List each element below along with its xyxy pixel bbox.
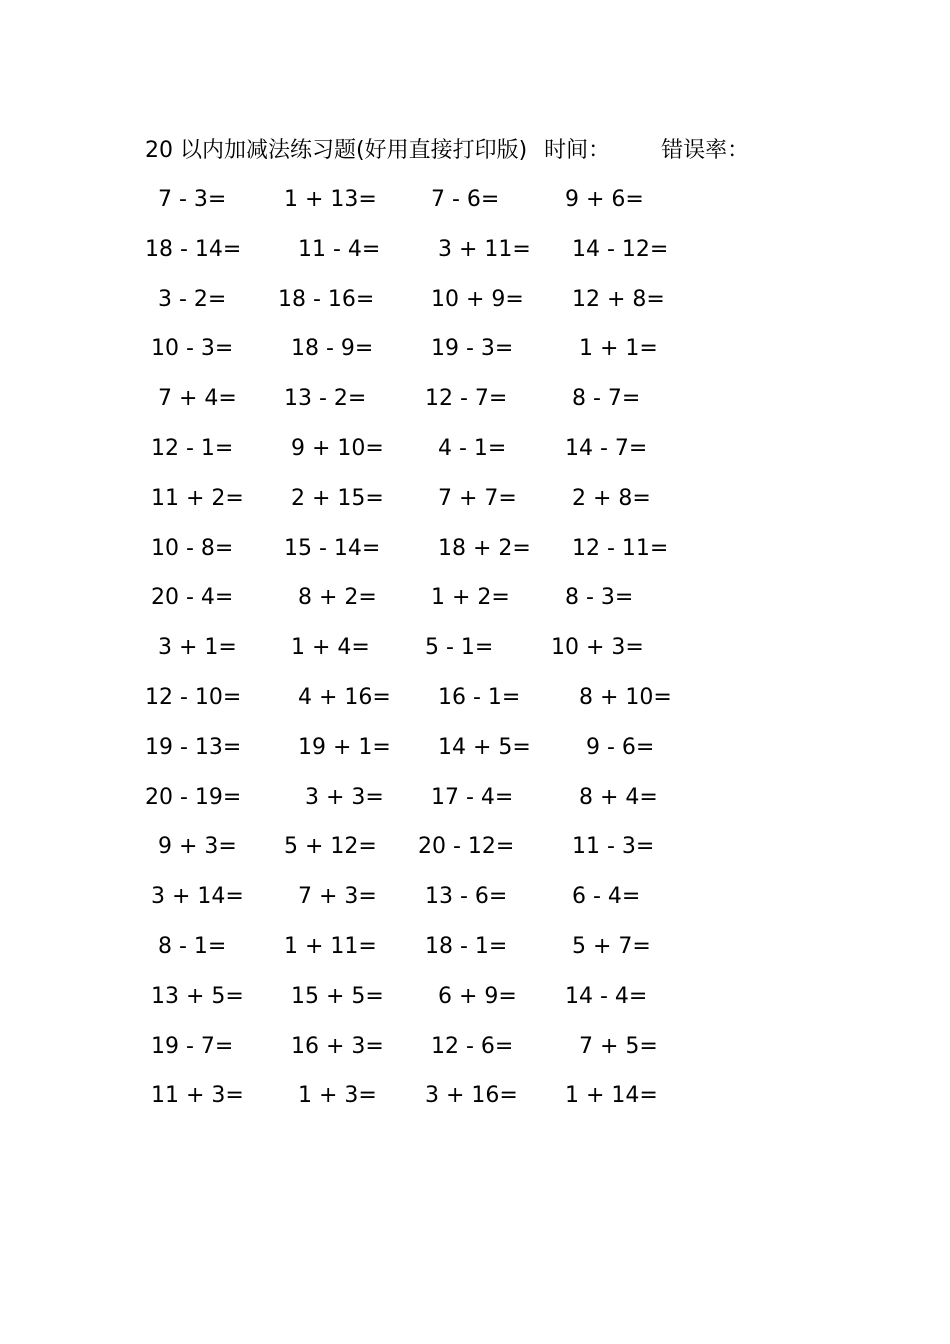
- problem-row: [0, 531, 950, 567]
- problem-item: 11 + 2=: [151, 485, 244, 511]
- problem-item: 3 + 3=: [305, 784, 384, 810]
- problem-item: 7 + 3=: [298, 884, 377, 910]
- problem-item: 5 - 1=: [425, 635, 494, 661]
- problem-item: 14 - 4=: [565, 983, 648, 1009]
- problem-item: 12 + 8=: [572, 286, 665, 312]
- problem-item: 6 - 4=: [572, 884, 641, 910]
- problem-item: 13 + 5=: [151, 983, 244, 1009]
- problem-row: [0, 282, 950, 318]
- problem-item: 8 - 7=: [572, 386, 641, 412]
- problem-item: 1 + 1=: [579, 336, 658, 362]
- problem-item: 17 - 4=: [431, 784, 514, 810]
- problem-item: 12 - 7=: [425, 386, 508, 412]
- problem-row: [0, 780, 950, 816]
- time-label: 时间：: [544, 138, 611, 163]
- problem-row: [0, 680, 950, 716]
- problem-row: [0, 979, 950, 1015]
- problem-item: 7 + 5=: [579, 1033, 658, 1059]
- problem-row: [0, 232, 950, 268]
- problem-row: [0, 182, 950, 218]
- problem-item: 1 + 13=: [284, 187, 377, 212]
- problem-item: 20 - 12=: [418, 834, 515, 860]
- problem-item: 19 - 7=: [151, 1033, 234, 1059]
- problem-item: 10 + 3=: [551, 635, 644, 661]
- problem-item: 3 + 14=: [151, 884, 244, 910]
- problem-item: 1 + 3=: [298, 1083, 377, 1109]
- problem-item: 5 + 12=: [284, 834, 377, 860]
- problem-row: [0, 730, 950, 766]
- problem-item: 12 - 10=: [145, 685, 242, 710]
- problem-item: 9 + 3=: [158, 834, 237, 860]
- problem-item: 14 - 12=: [572, 236, 669, 262]
- problem-item: 12 - 1=: [151, 436, 234, 461]
- problem-item: 8 - 3=: [565, 585, 634, 611]
- problem-item: 1 + 11=: [284, 934, 377, 959]
- problem-item: 18 + 2=: [438, 535, 531, 561]
- problem-row: [0, 331, 950, 367]
- problem-item: 18 - 9=: [291, 336, 374, 362]
- problem-item: 3 + 1=: [158, 635, 237, 661]
- problem-item: 3 - 2=: [158, 286, 227, 312]
- problem-item: 6 + 9=: [438, 983, 517, 1009]
- problem-item: 9 - 6=: [586, 734, 655, 760]
- problem-item: 14 + 5=: [438, 734, 531, 760]
- problem-item: 20 - 4=: [151, 585, 234, 611]
- problem-item: 11 - 4=: [298, 236, 381, 262]
- problem-row: [0, 929, 950, 965]
- problem-item: 11 - 3=: [572, 834, 655, 860]
- problem-item: 19 - 13=: [145, 734, 242, 760]
- problem-item: 8 + 4=: [579, 784, 658, 810]
- problem-item: 10 - 3=: [151, 336, 234, 362]
- problem-item: 10 - 8=: [151, 535, 234, 561]
- problem-item: 9 + 10=: [291, 436, 384, 461]
- problem-row: [0, 879, 950, 915]
- problem-item: 7 + 7=: [438, 485, 517, 511]
- problem-item: 3 + 16=: [425, 1083, 518, 1109]
- problem-item: 18 - 1=: [425, 934, 508, 959]
- problem-item: 8 + 10=: [579, 685, 672, 710]
- problem-item: 11 + 3=: [151, 1083, 244, 1109]
- problem-row: [0, 829, 950, 865]
- problem-item: 7 - 6=: [431, 187, 500, 212]
- problem-item: 1 + 4=: [291, 635, 370, 661]
- problem-item: 4 + 16=: [298, 685, 391, 710]
- error-rate-label: 错误率：: [661, 138, 750, 163]
- problem-item: 19 + 1=: [298, 734, 391, 760]
- problem-item: 12 - 11=: [572, 535, 669, 561]
- problem-row: [0, 481, 950, 517]
- problem-item: 7 - 3=: [158, 187, 227, 212]
- problem-item: 7 + 4=: [158, 386, 237, 412]
- problem-row: [0, 381, 950, 417]
- worksheet-title: 20 以内加减法练习题(好用直接打印版): [145, 138, 528, 163]
- problem-item: 18 - 16=: [278, 286, 375, 312]
- problem-row: [0, 580, 950, 616]
- problem-item: 19 - 3=: [431, 336, 514, 362]
- problem-item: 18 - 14=: [145, 236, 242, 262]
- problem-item: 1 + 14=: [565, 1083, 658, 1109]
- problem-item: 8 + 2=: [298, 585, 377, 611]
- problem-item: 8 - 1=: [158, 934, 227, 959]
- problem-item: 4 - 1=: [438, 436, 507, 461]
- problem-item: 14 - 7=: [565, 436, 648, 461]
- problem-item: 15 + 5=: [291, 983, 384, 1009]
- problem-item: 12 - 6=: [431, 1033, 514, 1059]
- problem-item: 3 + 11=: [438, 236, 531, 262]
- problem-item: 1 + 2=: [431, 585, 510, 611]
- problem-row: [0, 431, 950, 467]
- problem-item: 2 + 8=: [572, 485, 651, 511]
- problem-item: 2 + 15=: [291, 485, 384, 511]
- problem-item: 13 - 6=: [425, 884, 508, 910]
- problem-row: [0, 630, 950, 666]
- problem-row: [0, 1029, 950, 1065]
- problem-item: 5 + 7=: [572, 934, 651, 959]
- problem-row: [0, 1078, 950, 1114]
- problem-item: 20 - 19=: [145, 784, 242, 810]
- problem-item: 15 - 14=: [284, 535, 381, 561]
- problem-item: 16 + 3=: [291, 1033, 384, 1059]
- problem-item: 16 - 1=: [438, 685, 521, 710]
- problem-item: 10 + 9=: [431, 286, 524, 312]
- problem-item: 13 - 2=: [284, 386, 367, 412]
- problem-item: 9 + 6=: [565, 187, 644, 212]
